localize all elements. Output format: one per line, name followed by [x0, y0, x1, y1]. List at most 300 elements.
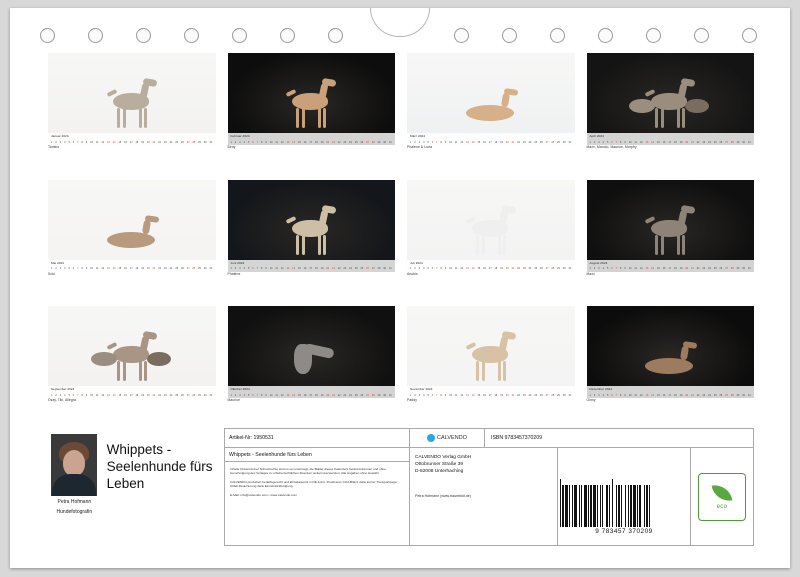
month-cell [228, 180, 396, 297]
mini-day: 14 [651, 393, 654, 397]
mini-day-row [589, 142, 753, 144]
mini-day: 29 [198, 267, 201, 271]
author-photo [51, 434, 97, 496]
mini-day: 20 [505, 267, 509, 271]
mini-day: 15 [477, 140, 481, 144]
mini-day: 31 [747, 393, 751, 397]
mini-day: 25 [713, 267, 717, 271]
mini-day: 20 [685, 140, 689, 144]
mini-calendar [228, 260, 396, 272]
mini-day: 13 [466, 393, 469, 397]
mini-day: 21 [152, 267, 156, 271]
mini-day: 2 [234, 393, 237, 397]
mini-day: 9 [444, 267, 447, 271]
dog-part [655, 108, 658, 128]
month-cell [407, 180, 575, 297]
mini-day: 23 [522, 393, 526, 397]
binding-hole [742, 28, 757, 43]
mini-day: 25 [175, 140, 179, 144]
mini-day: 10 [449, 267, 452, 271]
mini-day: 23 [702, 267, 706, 271]
binding-hole [40, 28, 55, 43]
mini-day: 12 [280, 140, 284, 144]
mini-day: 27 [186, 393, 190, 397]
mini-calendar [407, 133, 575, 145]
mini-day: 6 [72, 140, 75, 144]
mini-day: 24 [349, 267, 352, 271]
mini-day: 21 [691, 267, 694, 271]
mini-day: 8 [620, 393, 622, 397]
publisher-line: CALVENDO Verlag GmbH [415, 455, 472, 460]
mini-calendar [48, 260, 216, 272]
barcode-bar [650, 485, 652, 527]
photo-caption: Phalène & Luna [407, 145, 433, 149]
dog-part [323, 108, 326, 128]
mini-day: 13 [107, 267, 110, 271]
binding-hole [88, 28, 103, 43]
mini-day: 6 [611, 267, 613, 271]
mini-day: 5 [606, 267, 609, 271]
photo-caption: Anubis [407, 271, 418, 276]
mini-day: 14 [292, 267, 295, 271]
publisher-line: D-82008 Unterhaching [415, 469, 464, 475]
mini-day: 4 [243, 393, 245, 397]
mini-day: 16 [124, 393, 127, 397]
mini-day: 11 [275, 267, 278, 271]
dog-part [680, 346, 689, 361]
mini-day: 29 [736, 267, 740, 271]
mini-day: 16 [303, 267, 307, 271]
mini-day: 17 [309, 393, 313, 397]
footer-band [48, 428, 754, 546]
mini-day: 2 [593, 393, 596, 397]
month-photo [587, 53, 755, 145]
mini-day: 2 [593, 267, 596, 271]
mini-day: 3 [598, 267, 600, 271]
mini-day: 11 [634, 140, 637, 144]
mini-day: 1 [410, 393, 412, 397]
dog-illustration [97, 79, 167, 131]
month-photo [587, 180, 755, 272]
mini-day: 12 [460, 393, 464, 397]
month-name: August 2024 [589, 260, 608, 265]
month-cell [407, 306, 575, 423]
mini-day: 22 [696, 393, 700, 397]
mini-day: 7 [615, 140, 617, 144]
mini-day: 6 [252, 140, 254, 144]
mini-day: 22 [517, 393, 520, 397]
mini-day: 13 [286, 393, 290, 397]
mini-day: 15 [297, 267, 301, 271]
mini-day: 14 [112, 267, 116, 271]
barcode-cell [558, 448, 691, 545]
mini-day: 6 [431, 393, 434, 397]
mini-day: 30 [203, 140, 207, 144]
mini-day: 11 [95, 393, 99, 397]
legal-paragraph: E-Mail: info@calvendo.com • www.calvendo.com [230, 492, 297, 497]
mini-day: 22 [337, 393, 341, 397]
mini-day: 30 [383, 140, 386, 144]
eco-label: eco [716, 503, 728, 510]
month-name: Juni 2024 [230, 260, 245, 265]
author-role: Hundefotografin [56, 508, 93, 515]
mini-day: 14 [651, 267, 654, 271]
logo-dot-icon [427, 434, 435, 442]
binding-hole [598, 28, 613, 43]
mini-calendar [587, 260, 755, 272]
mini-day: 14 [292, 140, 295, 144]
mini-day: 9 [85, 267, 88, 271]
dog-part [296, 235, 299, 255]
mini-day: 29 [557, 393, 560, 397]
mini-day: 3 [59, 393, 62, 397]
mini-day: 28 [192, 393, 196, 397]
mini-day: 26 [540, 267, 543, 271]
dog-part [302, 108, 305, 128]
mini-day: 25 [354, 267, 358, 271]
mini-day: 17 [488, 393, 492, 397]
title-line-1: Whippets - [106, 442, 172, 457]
dog-illustration [456, 77, 526, 129]
mini-day: 18 [135, 393, 139, 397]
mini-calendar [407, 260, 575, 272]
dog-part [503, 361, 506, 381]
dog-part [503, 235, 506, 255]
mini-day: 23 [343, 267, 347, 271]
binding-hole [550, 28, 565, 43]
mini-day: 30 [203, 267, 207, 271]
mini-day: 6 [431, 267, 434, 271]
mini-day: 20 [146, 267, 150, 271]
mini-day: 14 [471, 140, 475, 144]
month-name: September 2024 [51, 387, 75, 392]
mini-day: 4 [423, 393, 425, 397]
brand-name: CALVENDO [436, 435, 468, 441]
mini-day-row [409, 142, 573, 144]
mini-day: 20 [326, 267, 330, 271]
month-photo [407, 180, 575, 272]
mini-day: 6 [611, 140, 613, 144]
mini-day: 11 [275, 393, 278, 397]
mini-day: 4 [64, 393, 66, 397]
month-name: November 2024 [410, 387, 433, 392]
mini-day: 13 [107, 393, 110, 397]
mini-day: 23 [522, 267, 526, 271]
mini-day: 12 [101, 140, 105, 144]
mini-calendar [587, 386, 755, 398]
dog-part [144, 361, 147, 381]
mini-day: 31 [388, 267, 392, 271]
mini-day: 31 [568, 140, 572, 144]
mini-calendar [587, 133, 755, 145]
mini-day: 1 [51, 140, 53, 144]
photo-caption: Ginny [586, 398, 596, 403]
mini-day: 9 [85, 393, 88, 397]
mini-day: 24 [349, 393, 352, 397]
mini-day: 8 [261, 393, 263, 397]
mini-day: 20 [505, 140, 509, 144]
mini-day: 8 [620, 267, 622, 271]
month-name: Oktober 2024 [230, 387, 250, 392]
mini-day: 19 [141, 267, 144, 271]
mini-day: 26 [181, 267, 184, 271]
mini-day: 25 [175, 267, 179, 271]
mini-day: 17 [668, 140, 672, 144]
mini-day: 18 [494, 267, 498, 271]
mini-day: 20 [146, 393, 150, 397]
mini-day: 20 [685, 267, 689, 271]
mini-day: 26 [540, 393, 543, 397]
mini-day: 18 [494, 140, 498, 144]
mini-day: 29 [377, 393, 381, 397]
mini-day: 31 [388, 393, 392, 397]
mini-day: 15 [297, 140, 301, 144]
mini-day: 22 [337, 140, 341, 144]
mini-day: 8 [261, 267, 263, 271]
mini-day: 24 [349, 140, 352, 144]
mini-day: 21 [332, 393, 335, 397]
mini-day: 28 [192, 140, 196, 144]
mini-day: 19 [500, 393, 503, 397]
photo-caption: Maxx [586, 271, 595, 276]
calendar-page [10, 8, 790, 568]
dog-part [296, 108, 299, 128]
mini-day: 29 [377, 267, 381, 271]
mini-day: 7 [615, 267, 617, 271]
binding-hole [502, 28, 517, 43]
dog-part [123, 108, 126, 128]
mini-day: 8 [81, 267, 83, 271]
mini-day: 27 [725, 393, 728, 397]
mini-day: 19 [141, 140, 144, 144]
dog-part [498, 361, 501, 381]
mini-day: 16 [662, 393, 666, 397]
mini-day: 21 [152, 393, 156, 397]
mini-day: 4 [243, 140, 245, 144]
mini-day: 23 [702, 393, 706, 397]
mini-day: 31 [747, 140, 751, 144]
mini-day: 16 [662, 267, 666, 271]
mini-day: 1 [589, 140, 591, 144]
mini-day: 12 [460, 267, 464, 271]
mini-day: 24 [528, 267, 532, 271]
mini-day: 10 [628, 267, 632, 271]
dog-part [302, 235, 305, 255]
mini-day: 17 [488, 140, 492, 144]
binding-hole [136, 28, 151, 43]
metadata-header-row [225, 429, 753, 448]
mini-day: 26 [719, 393, 723, 397]
mini-day: 3 [239, 267, 241, 271]
mini-day: 4 [602, 267, 604, 271]
mini-day: 18 [135, 140, 139, 144]
mini-day: 14 [292, 393, 295, 397]
mini-day: 16 [303, 393, 307, 397]
dog-part [677, 108, 680, 128]
dog-illustration [276, 330, 346, 384]
mini-day: 12 [639, 140, 643, 144]
mini-day: 22 [158, 267, 161, 271]
mini-day: 14 [651, 140, 654, 144]
mini-calendar [407, 386, 575, 398]
mini-day: 2 [55, 267, 57, 271]
month-cell [587, 180, 755, 297]
mini-day: 27 [366, 140, 369, 144]
month-cell [587, 53, 755, 170]
mini-day: 3 [598, 393, 600, 397]
mini-day: 30 [383, 267, 386, 271]
mini-day: 1 [51, 393, 53, 397]
mini-day: 18 [674, 140, 677, 144]
mini-day: 17 [488, 267, 492, 271]
month-photo [48, 180, 216, 272]
mini-day: 28 [371, 267, 375, 271]
mini-day: 15 [656, 140, 660, 144]
mini-day-row [589, 268, 753, 270]
month-name: Dezember 2024 [589, 387, 613, 392]
barcode-bars [560, 479, 688, 527]
author-block [48, 428, 101, 546]
mini-day: 10 [90, 267, 93, 271]
photo-caption: Ozzy, Tiki, Allegra [48, 398, 76, 403]
mini-day: 10 [628, 393, 632, 397]
mini-day: 31 [568, 393, 572, 397]
mini-day: 2 [234, 267, 237, 271]
mini-day: 19 [679, 140, 683, 144]
mini-day: 21 [152, 140, 156, 144]
mini-day: 10 [269, 140, 273, 144]
mini-day: 31 [388, 140, 392, 144]
mini-day: 23 [163, 267, 167, 271]
photo-caption: Suki [48, 271, 55, 276]
product-info-cell [225, 448, 410, 545]
mini-day: 12 [639, 267, 643, 271]
mini-day: 23 [522, 140, 526, 144]
metadata-body [225, 448, 753, 545]
photo-caption: Paddy [407, 398, 417, 403]
mini-day: 7 [256, 393, 258, 397]
dog-part [682, 235, 685, 255]
mini-day: 11 [454, 393, 458, 397]
mini-day: 11 [634, 267, 637, 271]
dog-part [144, 108, 147, 128]
mini-day: 10 [269, 267, 273, 271]
mini-calendar [228, 386, 396, 398]
mini-day: 27 [186, 140, 190, 144]
mini-day: 15 [477, 267, 481, 271]
mini-day: 25 [175, 393, 179, 397]
mini-day: 11 [95, 140, 99, 144]
month-name: Januar 2024 [51, 134, 69, 138]
mini-day: 21 [332, 140, 335, 144]
mini-day: 16 [483, 267, 486, 271]
mini-day: 9 [624, 267, 626, 271]
mini-day: 13 [286, 140, 290, 144]
mini-day: 19 [141, 393, 144, 397]
mini-day: 7 [256, 267, 258, 271]
mini-day: 30 [742, 267, 745, 271]
mini-day: 6 [72, 393, 75, 397]
mini-day: 5 [427, 393, 429, 397]
mini-day: 30 [742, 393, 745, 397]
month-photo [407, 306, 575, 398]
month-cell [48, 306, 216, 423]
mini-day: 28 [551, 267, 555, 271]
month-cell [48, 53, 216, 170]
mini-day: 2 [414, 267, 416, 271]
mini-day: 18 [315, 393, 318, 397]
mini-day: 18 [135, 267, 139, 271]
mini-day: 12 [280, 267, 284, 271]
mini-day: 9 [624, 393, 626, 397]
mini-day: 19 [320, 267, 324, 271]
isbn-label: ISBN 9783457370209 [491, 435, 543, 441]
mini-day: 22 [158, 393, 161, 397]
dog-part [466, 105, 514, 121]
month-name: Februar 2024 [230, 134, 250, 138]
binding-hole [184, 28, 199, 43]
mini-day: 5 [247, 393, 250, 397]
mini-day: 14 [471, 267, 475, 271]
mini-calendar [48, 386, 216, 398]
mini-day: 12 [639, 393, 643, 397]
mini-day: 6 [72, 267, 75, 271]
mini-day: 14 [112, 140, 116, 144]
mini-day: 21 [511, 393, 515, 397]
mini-day: 21 [332, 267, 335, 271]
mini-day: 28 [730, 267, 734, 271]
mini-day-row [50, 268, 214, 270]
mini-day: 16 [662, 140, 666, 144]
mini-day: 4 [64, 267, 66, 271]
mini-day: 18 [674, 393, 677, 397]
mini-day: 15 [118, 140, 122, 144]
dog-part [147, 352, 171, 366]
metadata-box [224, 428, 754, 546]
mini-day: 25 [534, 393, 538, 397]
mini-day: 13 [466, 140, 469, 144]
mini-day: 21 [691, 140, 694, 144]
mini-day: 10 [449, 140, 452, 144]
mini-day: 21 [511, 267, 515, 271]
mini-day: 7 [436, 140, 438, 144]
mini-day: 17 [129, 267, 133, 271]
mini-calendar [228, 133, 396, 145]
mini-day: 2 [414, 140, 416, 144]
title-line-2: Seelenhunde fürs [106, 458, 213, 474]
binding-hole [280, 28, 295, 43]
mini-day: 15 [656, 267, 660, 271]
dog-illustration [456, 206, 526, 258]
dog-part [476, 235, 479, 255]
mini-day: 8 [440, 393, 442, 397]
dog-illustration [97, 204, 167, 256]
mini-day: 24 [528, 140, 532, 144]
mini-day: 10 [449, 393, 452, 397]
mini-day: 17 [129, 393, 133, 397]
mini-day: 1 [410, 267, 412, 271]
mini-day: 30 [203, 393, 207, 397]
mini-day: 5 [606, 140, 609, 144]
mini-day: 7 [436, 267, 438, 271]
mini-day: 1 [230, 140, 232, 144]
dog-illustration [635, 206, 705, 258]
mini-day: 11 [95, 267, 99, 271]
mini-day: 10 [90, 393, 93, 397]
mini-day: 24 [708, 267, 711, 271]
mini-day: 19 [500, 267, 503, 271]
binding-hole [646, 28, 661, 43]
